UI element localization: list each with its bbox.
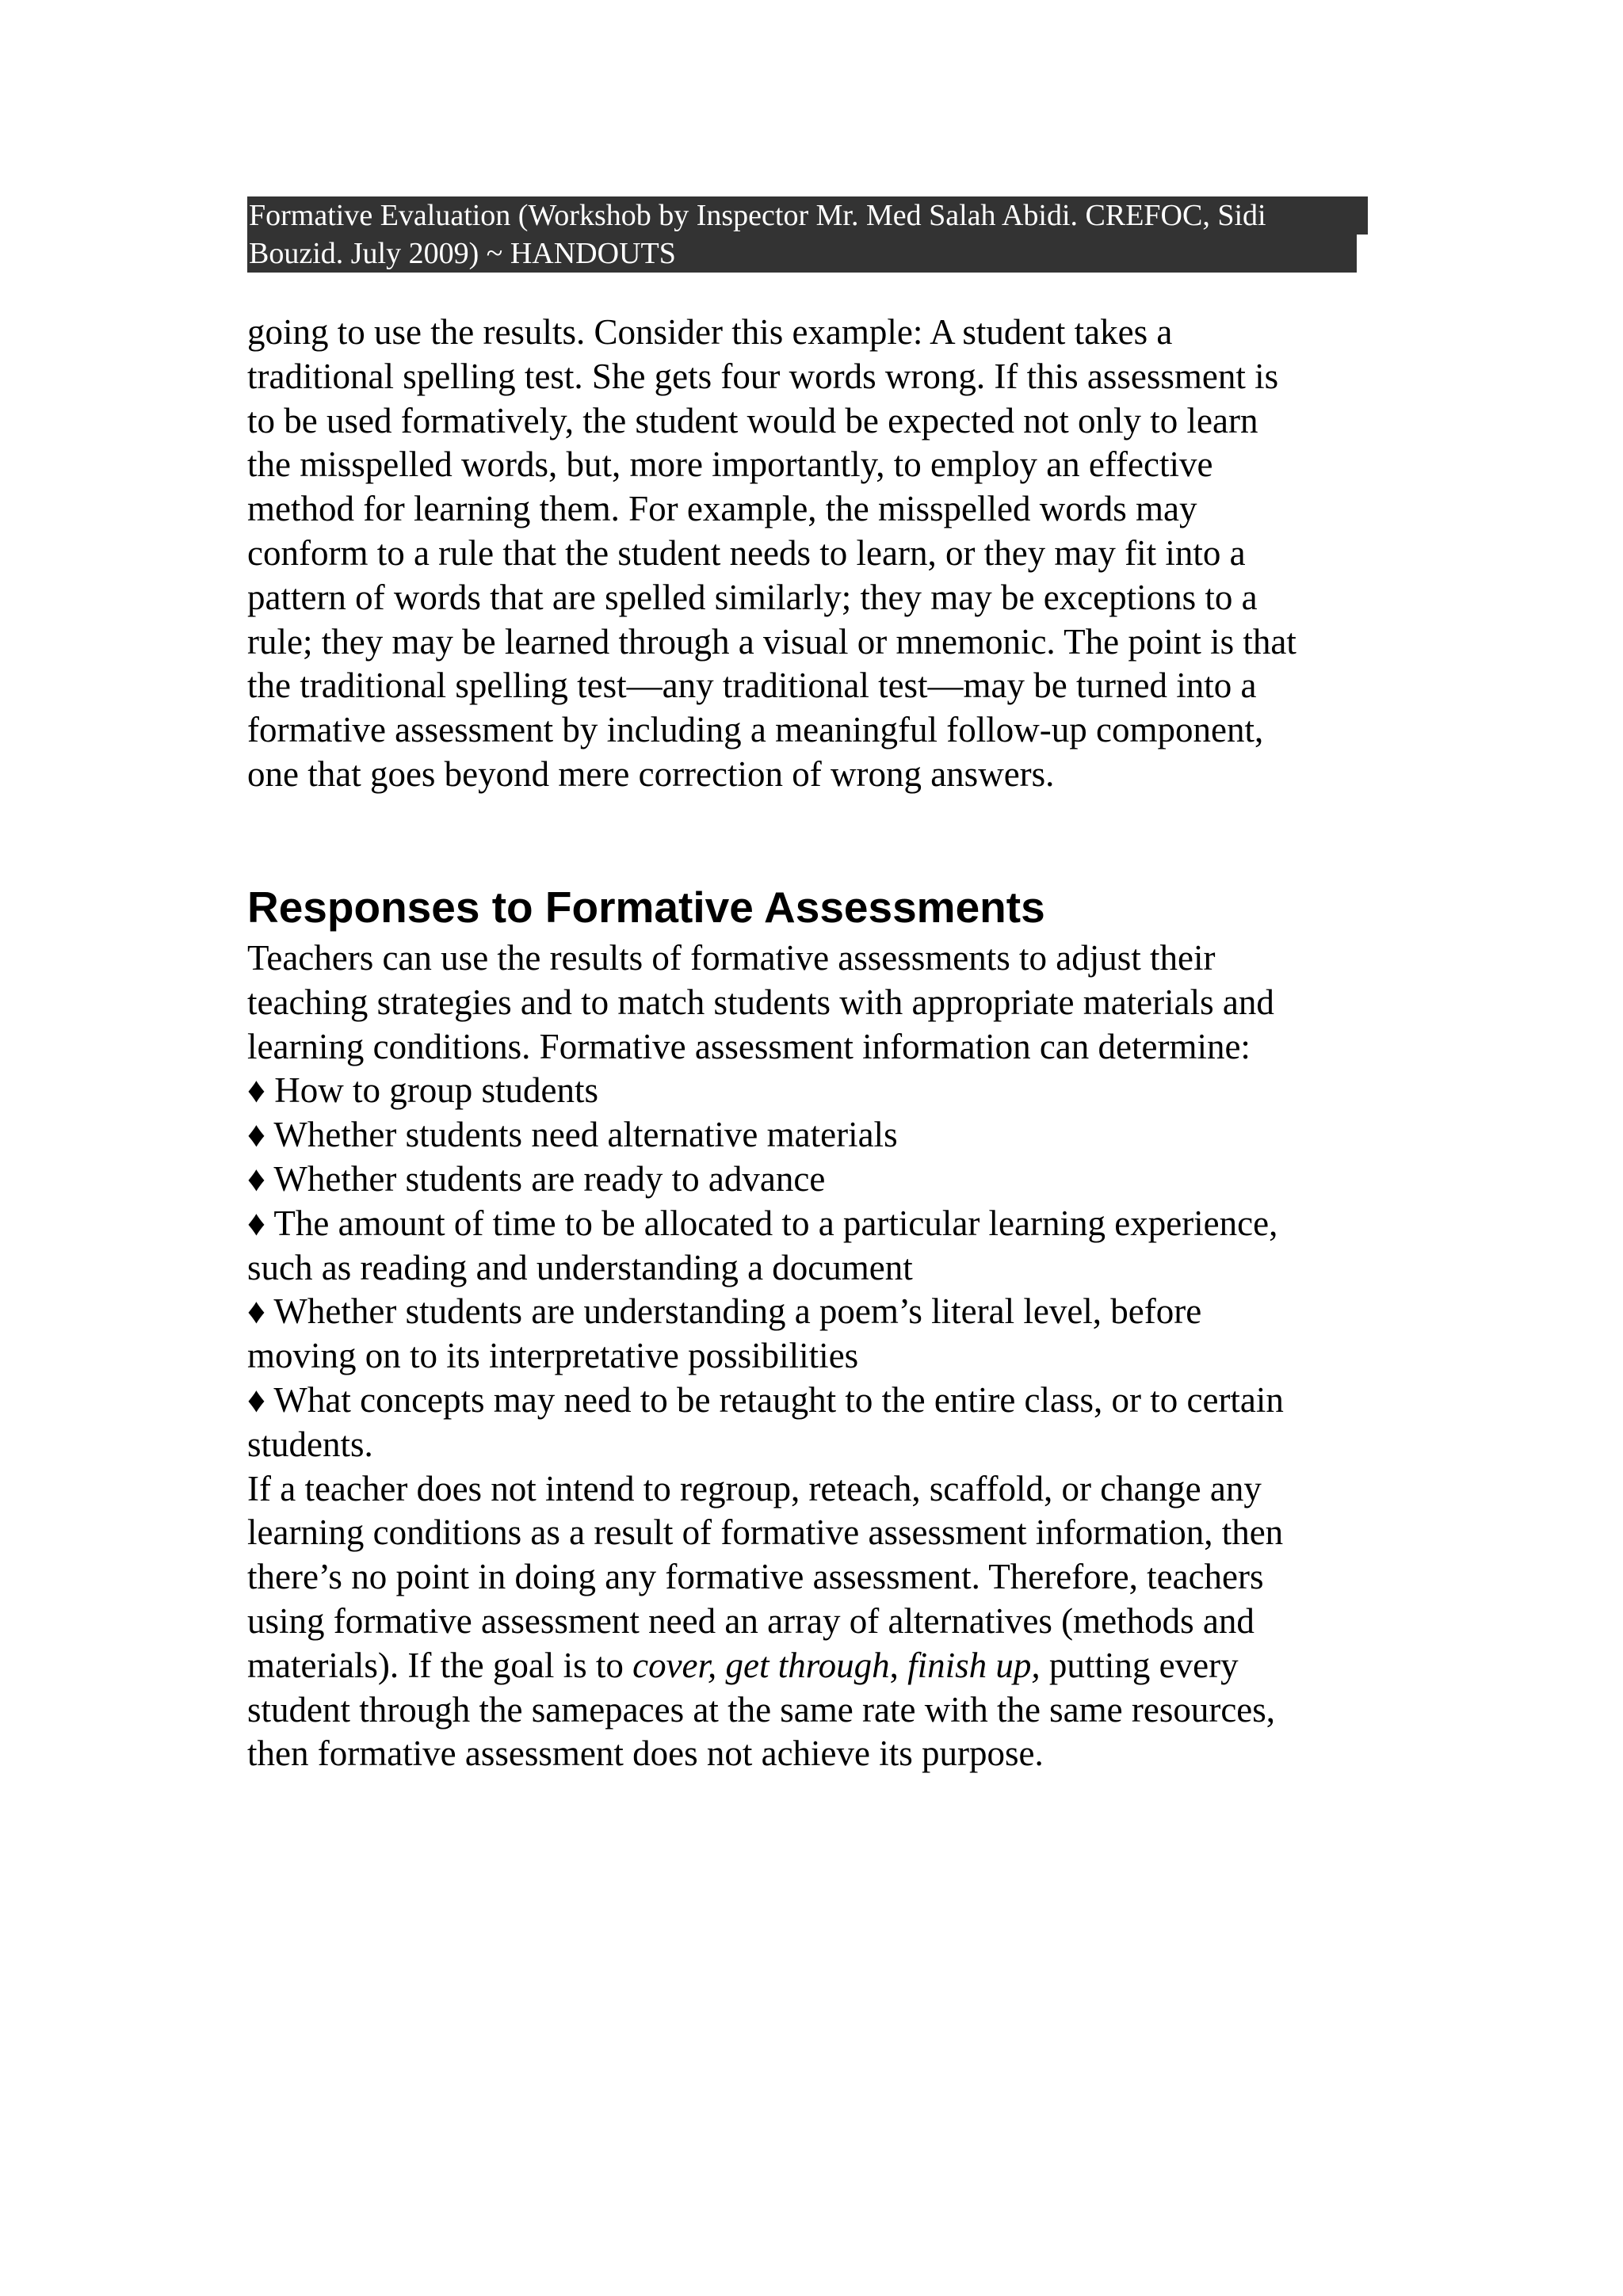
text-line: student through the samepaces at the same rate with the same resources, — [247, 1689, 1276, 1730]
bullet-text: Whether students need alternative materials — [273, 1115, 898, 1155]
section-intro — [247, 936, 1388, 1069]
bullet-item — [247, 1290, 1388, 1379]
text-line: traditional spelling test. She gets four words wrong. If this assessment is — [247, 356, 1279, 396]
text-line: pattern of words that are spelled similarly; they may be exceptions to a — [247, 577, 1258, 617]
text-line: rule; they may be learned through a visual or mnemonic. The point is that — [247, 621, 1296, 662]
text-line: to be used formatively, the student would be expected not only to learn — [247, 400, 1258, 441]
bullet-text: Whether students are ready to advance — [273, 1158, 826, 1199]
bullet-item — [247, 1069, 1388, 1113]
bullet-text: such as reading and understanding a document — [247, 1247, 913, 1287]
text-line: If a teacher does not intend to regroup, reteach, scaffold, or change any — [247, 1468, 1262, 1508]
bullet-text: What concepts may need to be retaught to the entire class, or to certain — [273, 1379, 1284, 1420]
text-line: then formative assessment does not achieve its purpose. — [247, 1733, 1044, 1774]
text-line: Teachers can use the results of formative assessments to adjust their — [247, 938, 1216, 978]
text-line: the traditional spelling test—any traditional test—may be turned into a — [247, 666, 1257, 706]
bullet-item — [247, 1202, 1388, 1291]
bullet-text: How to group students — [274, 1070, 598, 1111]
text-line: learning conditions as a result of formative assessment information, then — [247, 1512, 1284, 1553]
closing-italic-2: finish up, — [907, 1645, 1041, 1685]
text-line: going to use the results. Consider this example: A student takes a — [247, 312, 1173, 352]
closing-italic-1: cover, get through — [632, 1645, 890, 1685]
bullet-text: moving on to its interpretative possibilities — [247, 1336, 859, 1376]
diamond-bullet-icon: ♦ — [247, 1291, 265, 1332]
text-line: learning conditions. Formative assessment information can determine: — [247, 1026, 1251, 1066]
bullet-text: students. — [247, 1424, 373, 1464]
text-line: there’s no point in doing any formative assessment. Therefore, teachers — [247, 1557, 1264, 1597]
closing-comma: , — [889, 1645, 908, 1685]
diamond-bullet-icon: ♦ — [247, 1158, 265, 1199]
diamond-bullet-icon: ♦ — [247, 1203, 265, 1243]
bullet-item — [247, 1379, 1388, 1467]
bullet-list — [247, 1069, 1388, 1466]
closing-text-after: putting every — [1040, 1645, 1239, 1685]
bullet-text: Whether students are understanding a poem’s literal level, before — [273, 1291, 1202, 1332]
closing-paragraph — [247, 1467, 1388, 1777]
closing-lines — [247, 1469, 1283, 1641]
bullet-text: The amount of time to be allocated to a particular learning experience, — [273, 1203, 1278, 1243]
text-line: method for learning them. For example, the misspelled words may — [247, 489, 1197, 529]
bullet-item — [247, 1158, 1388, 1202]
closing-tail-lines — [247, 1690, 1275, 1774]
closing-text-before: materials). If the goal is to — [247, 1645, 633, 1685]
text-line: formative assessment by including a meaningful follow-up component, — [247, 710, 1264, 750]
diamond-bullet-icon: ♦ — [247, 1379, 265, 1420]
header-line-2: Bouzid. July 2009) ~ HANDOUTS — [247, 235, 1357, 273]
paragraph-spelling-example — [247, 311, 1388, 797]
body-paragraph — [247, 311, 1388, 797]
text-line: using formative assessment need an array of alternatives (methods and — [247, 1600, 1254, 1641]
section-body — [247, 936, 1388, 1776]
section-heading: Responses to Formative Assessments — [247, 883, 1045, 932]
text-line: the misspelled words, but, more importantly, to employ an effective — [247, 444, 1213, 485]
diamond-bullet-icon: ♦ — [247, 1115, 265, 1155]
bullet-item — [247, 1113, 1388, 1158]
text-line: teaching strategies and to match students with appropriate materials and — [247, 982, 1274, 1022]
header-line-1: Formative Evaluation (Workshob by Inspector Mr. Med Salah Abidi. CREFOC, Sidi — [247, 196, 1368, 235]
running-header — [247, 196, 1366, 273]
text-line: one that goes beyond mere correction of wrong answers. — [247, 753, 1055, 794]
diamond-bullet-icon: ♦ — [247, 1070, 265, 1111]
text-line: conform to a rule that the student needs to learn, or they may fit into a — [247, 532, 1246, 573]
